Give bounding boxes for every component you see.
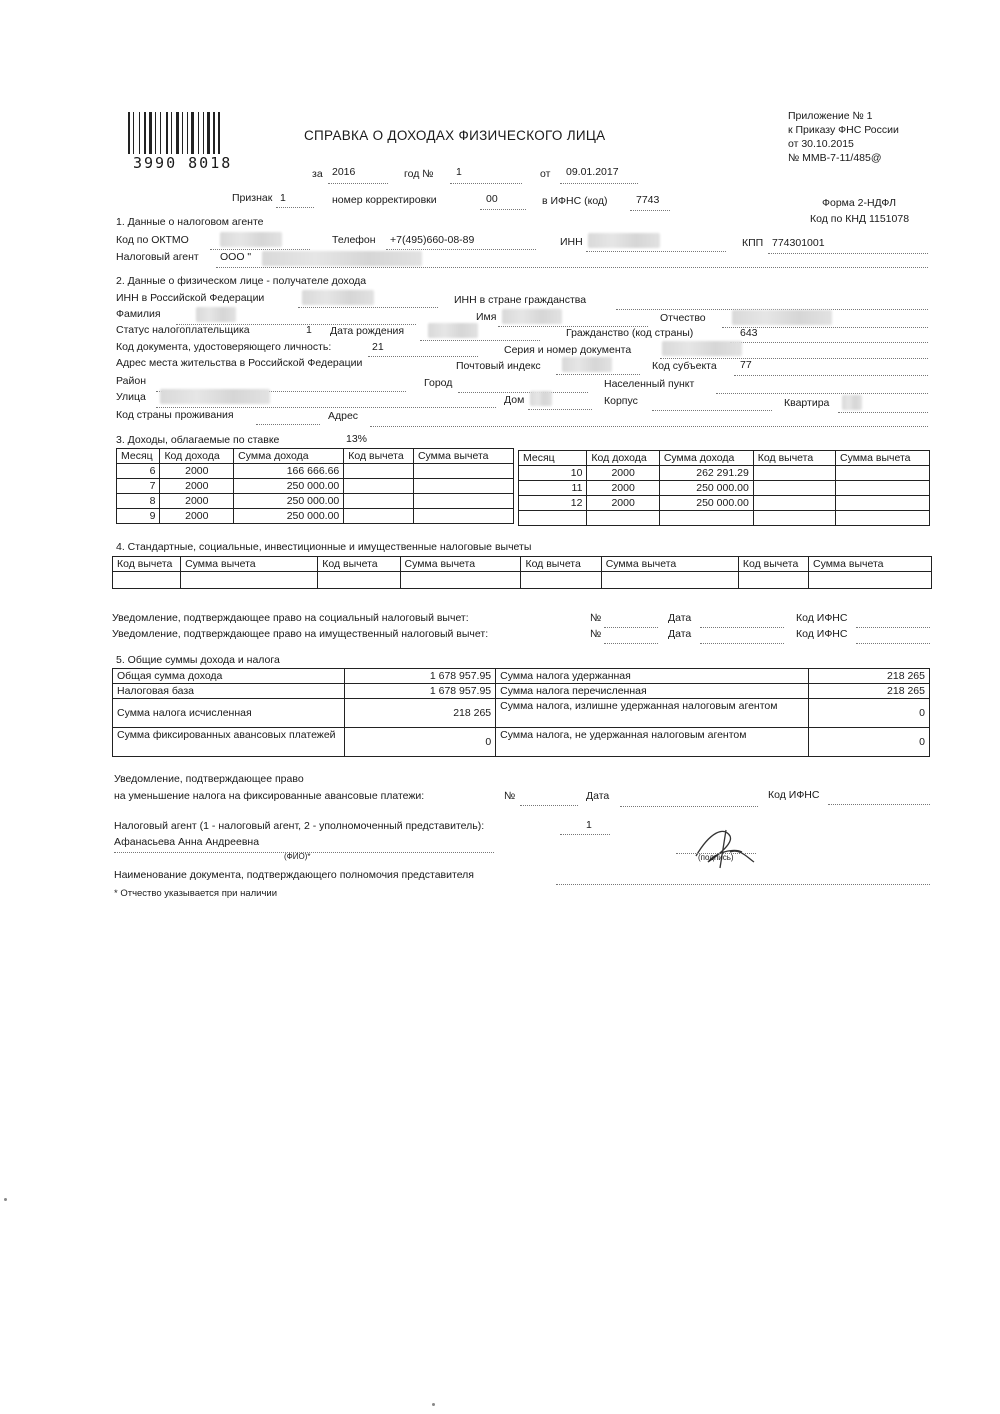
deductions-table [112, 556, 932, 589]
col-income-amount: Сумма дохода [659, 451, 753, 466]
barcode-bar [131, 112, 132, 154]
code-cell: 2000 [160, 509, 234, 524]
code-cell: 2000 [160, 479, 234, 494]
barcode-bar [139, 112, 140, 154]
barcode-bar [216, 112, 217, 154]
notice-social-date-label: Дата [668, 612, 692, 624]
signature [690, 822, 760, 872]
footer-date-label: Дата [586, 790, 610, 802]
section3-rate: 13% [346, 433, 368, 445]
amount-cell: 250 000.00 [234, 494, 344, 509]
month-cell: 12 [519, 496, 587, 511]
barcode-bar [160, 112, 161, 154]
year-label: за [312, 168, 323, 180]
date-value: 09.01.2017 [566, 166, 619, 178]
barcode-bar [200, 112, 202, 154]
date-label: от [540, 168, 551, 180]
month-cell: 9 [117, 509, 160, 524]
surname-redacted [196, 307, 236, 322]
barcode-bar [149, 112, 152, 154]
col-deduction-amount: Сумма вычета [601, 557, 738, 572]
barcode-bar [184, 112, 186, 154]
notice-property: Уведомление, подтверждающее право на имущественный налоговый вычет: [112, 628, 489, 640]
notice-property-ifns-label: Код ИФНС [796, 628, 848, 640]
income-table-left-header [117, 449, 514, 464]
name-label: Имя [476, 311, 497, 323]
table-row [117, 479, 514, 494]
notice-social: Уведомление, подтверждающее право на социальный налоговый вычет: [112, 612, 469, 624]
col-deduction-code: Код вычета [113, 557, 181, 572]
tax-not-withheld-value: 0 [809, 728, 930, 757]
fixed-advance-label: Сумма фиксированных авансовых платежей [113, 728, 345, 757]
footer-no-label: № [504, 790, 516, 802]
month-cell: 7 [117, 479, 160, 494]
table-row [519, 481, 930, 496]
phone-label: Телефон [332, 234, 376, 246]
col-month: Месяц [117, 449, 160, 464]
appendix-line1: Приложение № 1 [788, 110, 873, 122]
code-cell: 2000 [160, 494, 234, 509]
knd-code: Код по КНД 1151078 [810, 213, 910, 225]
tax-not-withheld-label: Сумма налога, не удержанная налоговым агентом [496, 728, 809, 757]
notice-property-date-label: Дата [668, 628, 692, 640]
barcode-number: 3990 8018 [133, 154, 233, 172]
col-income-amount: Сумма дохода [234, 449, 344, 464]
income-table-right [518, 450, 930, 526]
page-title: СПРАВКА О ДОХОДАХ ФИЗИЧЕСКОГО ЛИЦА [304, 128, 606, 143]
tax-base-label: Налоговая база [113, 684, 345, 699]
oktmo-redacted [220, 232, 282, 247]
col-deduction-code: Код вычета [753, 451, 835, 466]
tax-base-value: 1 678 957.95 [345, 684, 496, 699]
barcode-bar [203, 112, 204, 154]
table-row [113, 684, 930, 699]
ifns-label: в ИФНС (код) [542, 195, 608, 207]
totals-table [112, 668, 930, 757]
table-row [113, 572, 932, 589]
total-income-value: 1 678 957.95 [345, 669, 496, 684]
doc-series-redacted [662, 341, 742, 356]
building-label: Корпус [604, 395, 638, 407]
barcode-bar [144, 112, 146, 154]
city-label: Город [424, 377, 453, 389]
appendix-line2: к Приказу ФНС России [788, 124, 899, 136]
agent-inn-label: ИНН [560, 236, 583, 248]
table-row [519, 511, 930, 526]
col-deduction-code: Код вычета [521, 557, 601, 572]
col-deduction-code: Код вычета [318, 557, 400, 572]
barcode-bar [187, 112, 188, 154]
month-cell: 10 [519, 466, 587, 481]
amount-cell: 166 666.66 [234, 464, 344, 479]
barcode-bar [189, 112, 190, 154]
section1-title: 1. Данные о налоговом агенте [116, 216, 264, 228]
year-value: 2016 [332, 166, 356, 178]
total-income-label: Общая сумма дохода [113, 669, 345, 684]
residence-label: Адрес места жительства в Российской Федерации [116, 357, 363, 369]
col-deduction-amount: Сумма вычета [181, 557, 318, 572]
agent-name-redacted [262, 251, 422, 266]
col-deduction-amount: Сумма вычета [836, 451, 930, 466]
patronymic-redacted [732, 310, 832, 325]
footer-ifns-label: Код ИФНС [768, 789, 820, 801]
table-row [113, 669, 930, 684]
barcode-bar [198, 112, 199, 154]
flat-redacted [842, 395, 862, 410]
status-value: 1 [306, 324, 312, 336]
locality-label: Населенный пункт [604, 378, 695, 390]
section3-title: 3. Доходы, облагаемые по ставке [116, 434, 280, 446]
barcode-bar [171, 112, 172, 154]
inn-rf-redacted [302, 290, 374, 305]
table-row [117, 494, 514, 509]
doc-code-value: 21 [372, 341, 384, 353]
notice-social-no-label: № [590, 612, 602, 624]
country-label: Код страны проживания [116, 409, 234, 421]
footer-notice-line1: Уведомление, подтверждающее право [114, 773, 304, 785]
amount-cell: 262 291.29 [659, 466, 753, 481]
code-cell: 2000 [587, 496, 659, 511]
birth-label: Дата рождения [330, 325, 405, 337]
appendix-line3: от 30.10.2015 [788, 138, 854, 150]
col-deduction-code: Код вычета [738, 557, 808, 572]
ifns-value: 7743 [636, 194, 660, 206]
house-redacted [530, 391, 552, 406]
agent-type-label: Налоговый агент (1 - налоговый агент, 2 - уполномоченный представитель): [114, 820, 485, 832]
sign-caption: (подпись) [698, 853, 734, 862]
inn-rf-label: ИНН в Российской Федерации [116, 292, 265, 304]
month-cell: 6 [117, 464, 160, 479]
status-label: Статус налогоплательщика [116, 324, 250, 336]
barcode-bar [180, 112, 181, 154]
barcode-bar [169, 112, 170, 154]
table-row [117, 509, 514, 524]
house-label: Дом [504, 394, 525, 406]
tax-overwithheld-label: Сумма налога, излишне удержанная налоговым агентом [496, 699, 809, 728]
table-row [519, 496, 930, 511]
oktmo-label: Код по ОКТМО [116, 234, 189, 246]
district-label: Район [116, 375, 146, 387]
tax-overwithheld-value: 0 [809, 699, 930, 728]
code-cell: 2000 [587, 466, 659, 481]
sign-label: Признак [232, 192, 273, 204]
barcode-bar [166, 112, 168, 154]
barcode-bar [213, 112, 215, 154]
section4-title: 4. Стандартные, социальные, инвестиционные и имущественные налоговые вычеты [116, 541, 532, 553]
kpp-label: КПП [742, 237, 764, 249]
surname-label: Фамилия [116, 308, 161, 320]
table-row [519, 466, 930, 481]
barcode-bar [182, 112, 183, 154]
barcode-bar [205, 112, 206, 154]
phone-value: +7(495)660-08-89 [390, 234, 475, 246]
kpp-value: 774301001 [772, 237, 825, 249]
tax-withheld-value: 218 265 [809, 669, 930, 684]
barcode-bar [195, 112, 197, 154]
barcode-bar [207, 112, 210, 154]
agent-label: Налоговый агент [116, 251, 199, 263]
barcode-bar [147, 112, 148, 154]
col-deduction-amount: Сумма вычета [809, 557, 932, 572]
deductions-header [113, 557, 932, 572]
col-income-code: Код дохода [160, 449, 234, 464]
tax-withheld-label: Сумма налога удержанная [496, 669, 809, 684]
col-deduction-code: Код вычета [344, 449, 414, 464]
doc-code-label: Код документа, удостоверяющего личность: [116, 341, 332, 353]
section5-title: 5. Общие суммы дохода и налога [116, 654, 280, 666]
agent-type-value: 1 [586, 819, 592, 831]
number-label: год № [404, 168, 434, 180]
amount-cell: 250 000.00 [659, 496, 753, 511]
barcode-bar [176, 112, 179, 154]
form-name: Форма 2-НДФЛ [822, 197, 896, 209]
table-row [117, 464, 514, 479]
section2-title: 2. Данные о физическом лице - получателе дохода [116, 275, 367, 287]
sign-value: 1 [280, 192, 286, 204]
inn-foreign-label: ИНН в стране гражданства [454, 294, 587, 306]
barcode-bar [155, 112, 156, 154]
table-row [113, 699, 930, 728]
agent-value: ООО " [220, 251, 252, 263]
table-row [113, 728, 930, 757]
barcode-bar [128, 112, 130, 154]
fio-caption: (ФИО)* [284, 852, 311, 861]
name-redacted [502, 309, 562, 324]
month-cell: 11 [519, 481, 587, 496]
barcode [128, 112, 238, 154]
tax-calculated-value: 218 265 [345, 699, 496, 728]
barcode-bar [135, 112, 138, 154]
notice-property-no-label: № [590, 628, 602, 640]
tax-calculated-label: Сумма налога исчисленная [113, 699, 345, 728]
barcode-bar [218, 112, 220, 154]
doc-series-label: Серия и номер документа [504, 344, 632, 356]
col-deduction-amount: Сумма вычета [413, 449, 513, 464]
region-label: Код субъекта [652, 360, 717, 372]
agent-inn-redacted [588, 233, 660, 248]
patronymic-label: Отчество [660, 312, 706, 324]
income-table-right-header [519, 451, 930, 466]
postcode-redacted [562, 357, 612, 372]
barcode-bar [133, 112, 134, 154]
signer-name: Афанасьева Анна Андреевна [114, 836, 260, 848]
notice-social-ifns-label: Код ИФНС [796, 612, 848, 624]
col-income-code: Код дохода [587, 451, 659, 466]
postcode-label: Почтовый индекс [456, 360, 541, 372]
fixed-advance-value: 0 [345, 728, 496, 757]
correction-value: 00 [486, 193, 498, 205]
barcode-bar [153, 112, 154, 154]
month-cell: 8 [117, 494, 160, 509]
col-deduction-amount: Сумма вычета [400, 557, 521, 572]
amount-cell: 250 000.00 [234, 479, 344, 494]
street-redacted [160, 389, 270, 404]
birth-redacted [428, 323, 478, 338]
code-cell: 2000 [587, 481, 659, 496]
region-value: 77 [740, 359, 752, 371]
barcode-bar [191, 112, 194, 154]
address-label: Адрес [328, 410, 359, 422]
income-table-left [116, 448, 514, 524]
citizenship-value: 643 [740, 327, 758, 339]
appendix-line4: № ММВ-7-11/485@ [788, 152, 882, 164]
authority-doc-label: Наименование документа, подтверждающего полномочия представителя [114, 869, 474, 881]
barcode-bar [211, 112, 212, 154]
footnote: * Отчество указывается при наличии [114, 888, 278, 899]
flat-label: Квартира [784, 397, 830, 409]
street-label: Улица [116, 391, 146, 403]
citizenship-label: Гражданство (код страны) [566, 327, 694, 339]
footer-notice-line2: на уменьшение налога на фиксированные авансовые платежи: [114, 790, 425, 802]
barcode-bar [157, 112, 159, 154]
tax-transferred-label: Сумма налога перечисленная [496, 684, 809, 699]
barcode-bar [162, 112, 165, 154]
barcode-bar [173, 112, 175, 154]
tax-transferred-value: 218 265 [809, 684, 930, 699]
code-cell: 2000 [160, 464, 234, 479]
barcode-bar [141, 112, 143, 154]
amount-cell: 250 000.00 [659, 481, 753, 496]
number-value: 1 [456, 166, 462, 178]
col-month: Месяц [519, 451, 587, 466]
correction-label: номер корректировки [332, 194, 437, 206]
amount-cell: 250 000.00 [234, 509, 344, 524]
